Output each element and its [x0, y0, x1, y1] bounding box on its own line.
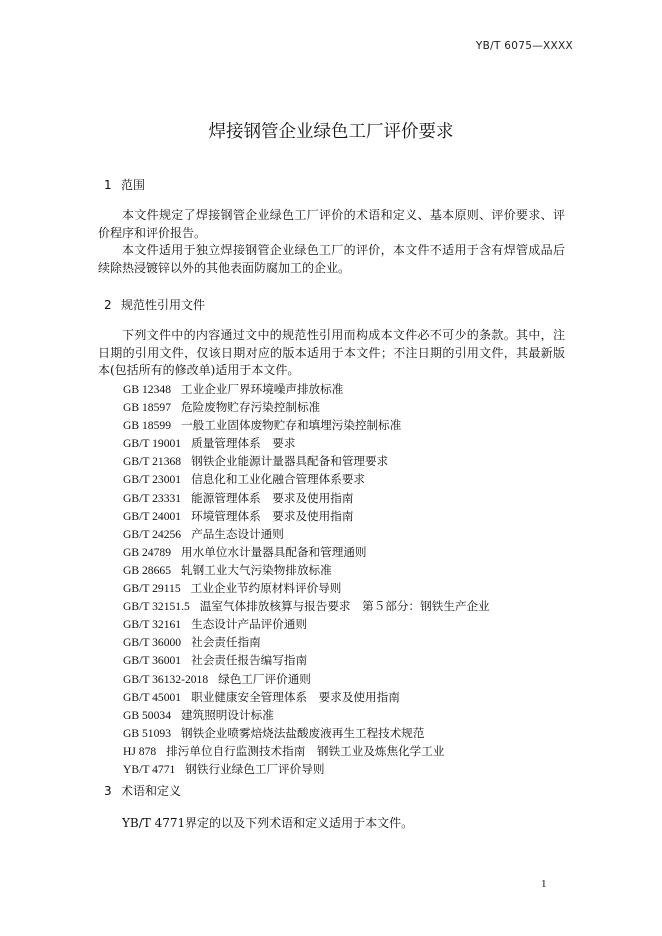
section-number: 1 — [104, 178, 112, 192]
reference-item — [123, 561, 490, 579]
document-code-header: YB/T 6075—XXXX — [475, 40, 573, 52]
section-number: 3 — [104, 784, 112, 798]
paragraph-scope-1: 本文件规定了焊接钢管企业绿色工厂评价的术语和定义、基本原则、评价要求、评价程序和评价报告。 — [98, 208, 565, 240]
reference-title: 质量管理体系 要求 — [191, 436, 296, 451]
reference-code: GB 51093 — [123, 726, 171, 740]
reference-item — [123, 398, 490, 416]
reference-item — [123, 633, 490, 651]
reference-code: GB/T 32151.5 — [123, 600, 190, 614]
reference-title: 排污单位自行监测技术指南 钢铁工业及炼焦化学工业 — [166, 743, 445, 758]
reference-item — [123, 760, 490, 778]
reference-title: 轧钢工业大气污染物排放标准 — [181, 562, 332, 577]
reference-code: GB/T 29115 — [123, 582, 181, 596]
reference-code: YB/T 4771 — [123, 762, 176, 776]
reference-title: 温室气体排放核算与报告要求 第５部分：钢铁生产企业 — [199, 599, 490, 614]
section-heading-terms — [104, 782, 181, 799]
reference-title: 钢铁企业能源计量器具配备和管理要求 — [191, 454, 389, 469]
reference-item — [123, 615, 490, 633]
reference-code: GB/T 45001 — [123, 690, 182, 704]
reference-title: 工业企业节约原材料评价导则 — [190, 581, 342, 596]
reference-code: GB/T 36001 — [123, 654, 182, 668]
reference-item — [123, 706, 490, 724]
reference-list — [123, 380, 490, 778]
reference-code: GB 18597 — [123, 401, 171, 415]
section-number: 2 — [104, 298, 112, 312]
reference-item — [123, 416, 490, 434]
reference-code: GB 12348 — [123, 383, 171, 396]
reference-item — [123, 470, 490, 488]
section-heading-normative-references — [104, 296, 205, 313]
reference-code: GB 28665 — [123, 563, 171, 577]
reference-title: 职业健康安全管理体系 要求及使用指南 — [191, 689, 400, 704]
reference-code: GB/T 19001 — [123, 437, 182, 451]
page-number: 1 — [541, 878, 547, 890]
reference-code: GB/T 36000 — [123, 636, 182, 650]
reference-item — [123, 543, 490, 561]
section-title: 规范性引用文件 — [121, 298, 206, 312]
reference-title: 危险废物贮存污染控制标准 — [181, 400, 321, 415]
reference-item — [123, 489, 490, 507]
reference-title: 社会责任报告编写指南 — [191, 653, 308, 668]
reference-code: GB/T 24001 — [123, 509, 182, 523]
reference-item — [123, 434, 490, 452]
reference-code: GB/T 24256 — [123, 527, 182, 541]
reference-title: 社会责任指南 — [191, 635, 261, 650]
reference-item — [123, 724, 490, 742]
reference-code: GB 24789 — [123, 545, 171, 559]
reference-code: GB/T 23001 — [123, 473, 182, 487]
reference-item — [123, 742, 490, 760]
reference-title: 生态设计产品评价通则 — [191, 617, 308, 632]
reference-title: 工业企业厂界环境噪声排放标准 — [181, 382, 344, 396]
section-title: 术语和定义 — [121, 784, 182, 798]
reference-title: 一般工业固体废物贮存和填埋污染控制标准 — [181, 418, 402, 433]
document-title: 焊接钢管企业绿色工厂评价要求 — [208, 122, 454, 142]
reference-item — [123, 380, 490, 398]
reference-item — [123, 670, 490, 688]
reference-code: GB/T 21368 — [123, 455, 182, 469]
reference-code: GB 50034 — [123, 708, 171, 722]
reference-title: 能源管理体系 要求及使用指南 — [191, 490, 354, 505]
reference-item — [123, 507, 490, 525]
paragraph-references-intro: 下列文件中的内容通过文中的规范性引用而构成本文件必不可少的条款。其中，注日期的引用文件，仅该日期对应的版本适用于本文件；不注日期的引用文件，其最新版本(包括所有的修改单)适用于本文件。 — [98, 328, 565, 377]
reference-title: 绿色工厂评价通则 — [218, 671, 311, 686]
reference-title: 钢铁行业绿色工厂评价导则 — [185, 761, 325, 776]
section-heading-scope — [104, 176, 145, 193]
reference-item — [123, 452, 490, 470]
reference-item — [123, 651, 490, 669]
reference-title: 信息化和工业化融合管理体系要求 — [191, 472, 366, 487]
paragraph-scope-2: 本文件适用于独立焊接钢管企业绿色工厂的评价，本文件不适用于含有焊管成品后续除热浸镀锌以外的其他表面防腐加工的企业。 — [98, 243, 565, 275]
reference-code: GB 18599 — [123, 419, 171, 433]
reference-title: 用水单位水计量器具配备和管理通则 — [181, 544, 367, 559]
reference-item — [123, 597, 490, 615]
reference-title: 产品生态设计通则 — [191, 526, 284, 541]
reference-code: GB/T 32161 — [123, 618, 182, 632]
section-title: 范围 — [121, 178, 146, 192]
reference-code: GB/T 36132-2018 — [123, 672, 209, 686]
paragraph-terms-intro: YB/T 4771界定的以及下列术语和定义适用于本文件。 — [122, 816, 414, 830]
reference-title: 建筑照明设计标准 — [181, 707, 274, 722]
reference-title: 环境管理体系 要求及使用指南 — [191, 508, 354, 523]
reference-code: HJ 878 — [123, 744, 157, 758]
reference-item — [123, 579, 490, 597]
reference-item — [123, 688, 490, 706]
reference-title: 钢铁企业喷雾焙烧法盐酸废液再生工程技术规范 — [181, 725, 425, 740]
reference-item — [123, 525, 490, 543]
reference-code: GB/T 23331 — [123, 491, 182, 505]
